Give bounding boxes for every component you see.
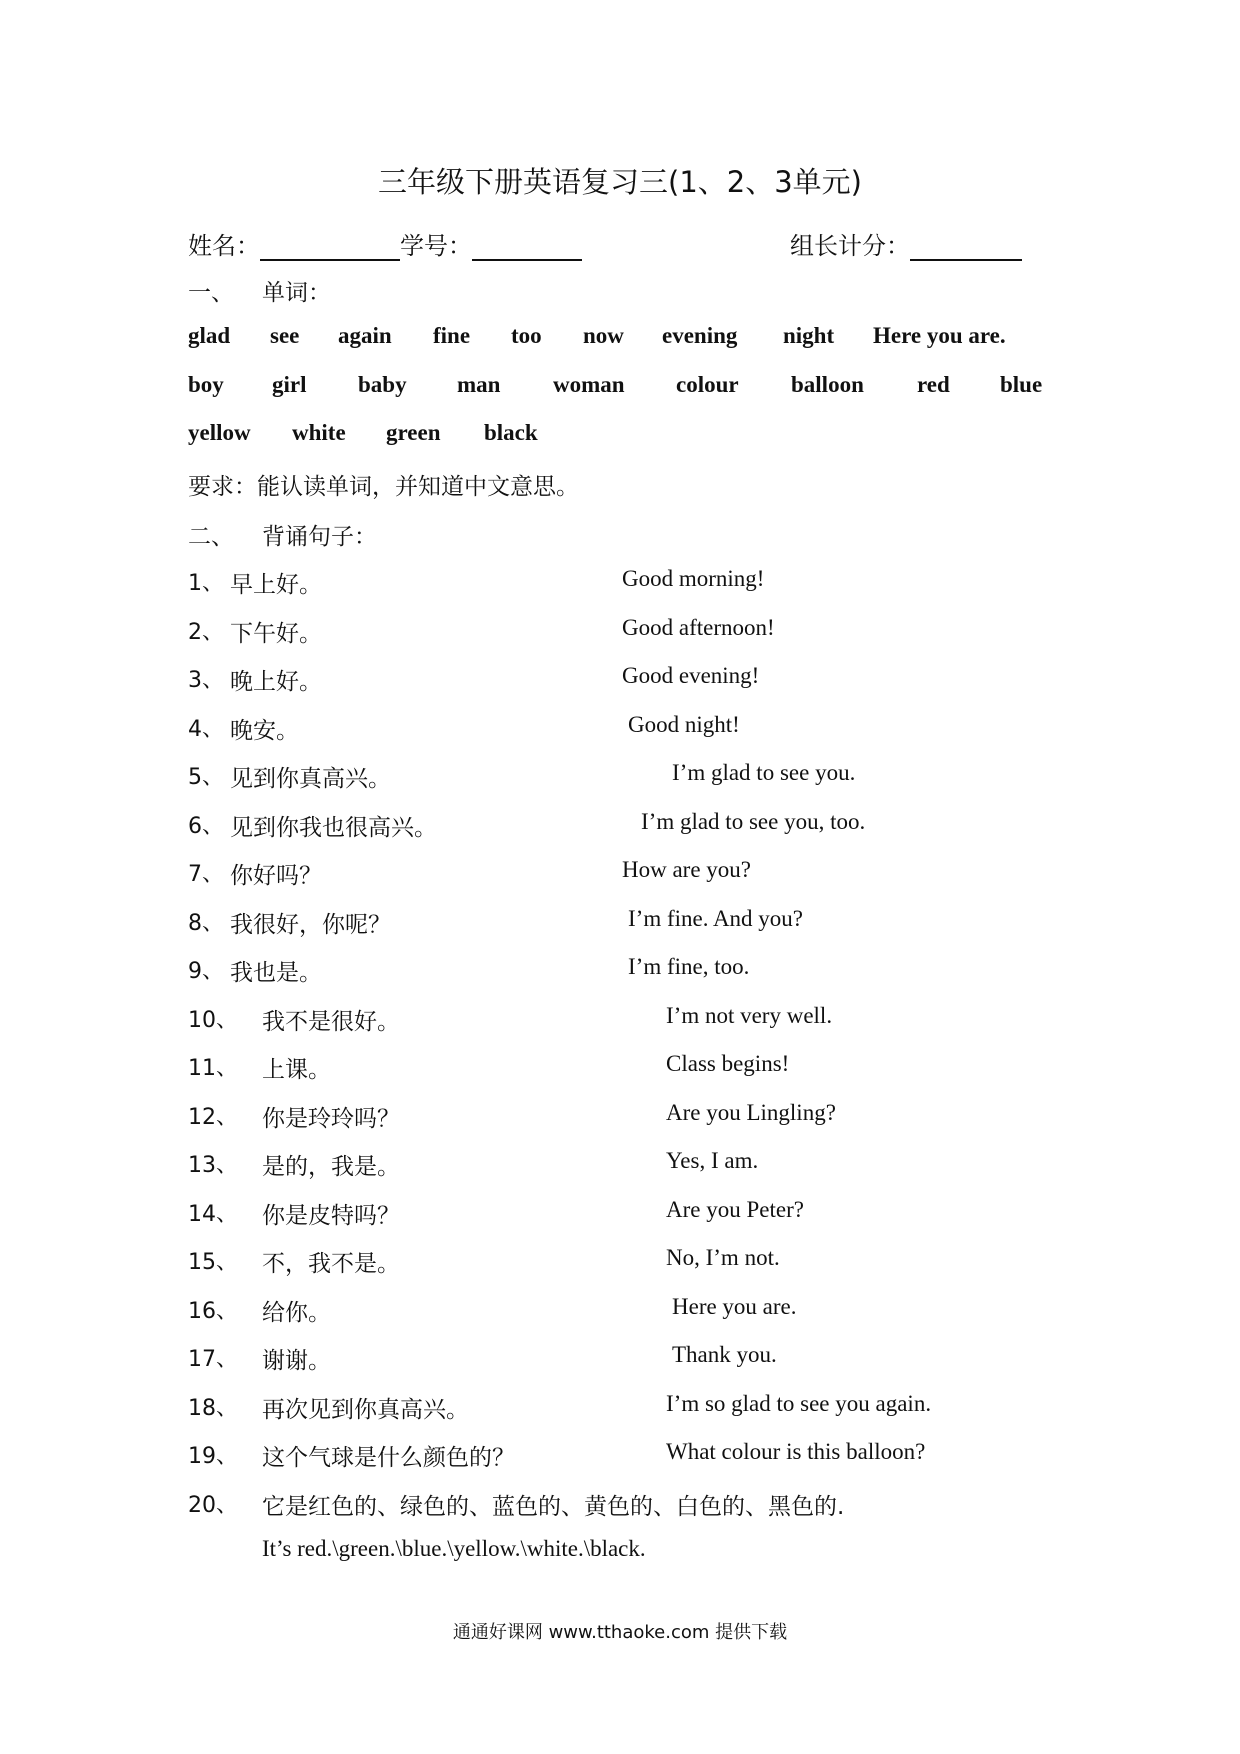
vocab-word: fine [433,323,471,348]
sentence-english: I’m fine, too. [628,954,750,979]
sentence-english: I’m not very well. [666,1003,833,1028]
sentence-english: What colour is this balloon? [666,1439,926,1464]
vocab-word: red [917,372,950,397]
vocab-word: yellow [188,420,251,445]
student-id-label: 学号： [400,232,472,260]
sentence-number: 11、 [188,1056,238,1081]
vocab-word: blue [1000,372,1043,397]
sentence-chinese: 我不是很好。 [262,1009,400,1035]
sentence-number: 20、 [188,1493,238,1518]
vocab-word: now [583,323,624,348]
vocab-word: see [270,323,300,348]
vocab-word: night [783,323,835,348]
vocab-word: Here you are. [873,323,1006,348]
sentence-english: I’m glad to see you. [672,760,856,785]
sentence-chinese: 你好吗？ [230,863,322,889]
name-blank [260,233,400,261]
sentence-number: 18、 [188,1396,238,1421]
sentence-number: 17、 [188,1347,238,1372]
vocab-word: colour [676,372,739,397]
sentence-chinese: 早上好。 [230,572,322,598]
sentence-chinese: 谢谢。 [262,1348,331,1374]
vocab-word: again [338,323,392,348]
vocab-word: boy [188,372,224,397]
section2-heading: 背诵句子： [262,524,377,550]
sentence-english: I’m glad to see you, too. [641,809,866,834]
sentence-number: 4、 [188,717,224,742]
sentence-chinese: 上课。 [262,1057,331,1083]
sentence-number: 5、 [188,765,224,790]
sentence-chinese: 你是皮特吗？ [262,1203,400,1229]
vocab-word: evening [662,323,738,348]
sentence-english: Here you are. [672,1294,797,1319]
sentence-number: 13、 [188,1153,238,1178]
sentence-english: Yes, I am. [666,1148,759,1173]
student-id-blank [472,233,582,261]
sentence-chinese: 给你。 [262,1300,331,1326]
sentence-chinese: 下午好。 [230,621,322,647]
section1-heading: 单词： [262,280,331,306]
student-id-field [400,226,582,261]
vocab-word: woman [553,372,625,397]
sentence-chinese: 我也是。 [230,960,322,986]
section2-heading-num: 二、 [188,524,234,550]
sentence-english: Good evening! [622,663,760,688]
sentence-english: How are you? [622,857,752,882]
sentence-english: Class begins! [666,1051,790,1076]
sentence-chinese: 晚上好。 [230,669,322,695]
sentence-english: It’s red.\green.\blue.\yellow.\white.\black. [262,1536,646,1561]
sentence-english: Are you Peter? [666,1197,804,1222]
sentence-number: 16、 [188,1299,238,1324]
sentence-number: 6、 [188,814,224,839]
sentence-chinese: 你是玲玲吗？ [262,1106,400,1132]
sentence-number: 19、 [188,1444,238,1469]
name-field [188,226,400,261]
sentence-number: 3、 [188,668,224,693]
sentence-number: 14、 [188,1202,238,1227]
score-label: 组长计分： [790,232,910,260]
sentence-chinese: 见到你真高兴。 [230,766,391,792]
sentence-chinese: 这个气球是什么颜色的？ [262,1445,515,1471]
sentence-english: Good afternoon! [622,615,775,640]
page-title: 三年级下册英语复习三(1、2、3单元) [378,165,862,199]
sentence-english: No, I’m not. [666,1245,780,1270]
vocab-word: baby [358,372,407,397]
footer-text: 通通好课网 www.tthaoke.com 提供下载 [452,1622,788,1643]
sentence-chinese: 不，我不是。 [262,1251,400,1277]
vocab-word: green [386,420,441,445]
sentence-english: I’m fine. And you? [628,906,804,931]
sentence-number: 12、 [188,1105,238,1130]
score-field [790,226,1022,261]
vocab-word: glad [188,323,231,348]
sentence-chinese: 再次见到你真高兴。 [262,1397,469,1423]
vocab-word: too [511,323,542,348]
sentence-number: 15、 [188,1250,238,1275]
vocab-word: balloon [791,372,864,397]
sentence-chinese: 晚安。 [230,718,299,744]
sentence-number: 10、 [188,1008,238,1033]
section1-heading-num: 一、 [188,280,234,306]
sentence-number: 8、 [188,911,224,936]
sentence-number: 9、 [188,959,224,984]
vocab-word: girl [272,372,307,397]
sentence-english: Good night! [628,712,740,737]
vocab-word: man [457,372,501,397]
sentence-chinese: 它是红色的、绿色的、蓝色的、黄色的、白色的、黑色的. [262,1494,845,1520]
vocab-word: black [484,420,538,445]
sentence-number: 1、 [188,571,224,596]
requirement-text: 要求：能认读单词，并知道中文意思。 [188,474,579,500]
sentence-english: Are you Lingling? [666,1100,836,1125]
sentence-chinese: 是的，我是。 [262,1154,400,1180]
sentence-chinese: 见到你我也很高兴。 [230,815,437,841]
sentence-number: 7、 [188,862,224,887]
sentence-english: I’m so glad to see you again. [666,1391,932,1416]
vocab-word: white [292,420,346,445]
sentence-chinese: 我很好，你呢？ [230,912,391,938]
sentence-number: 2、 [188,620,224,645]
sentence-english: Good morning! [622,566,765,591]
score-blank [910,233,1022,261]
sentence-english: Thank you. [672,1342,777,1367]
name-label: 姓名： [188,232,260,260]
